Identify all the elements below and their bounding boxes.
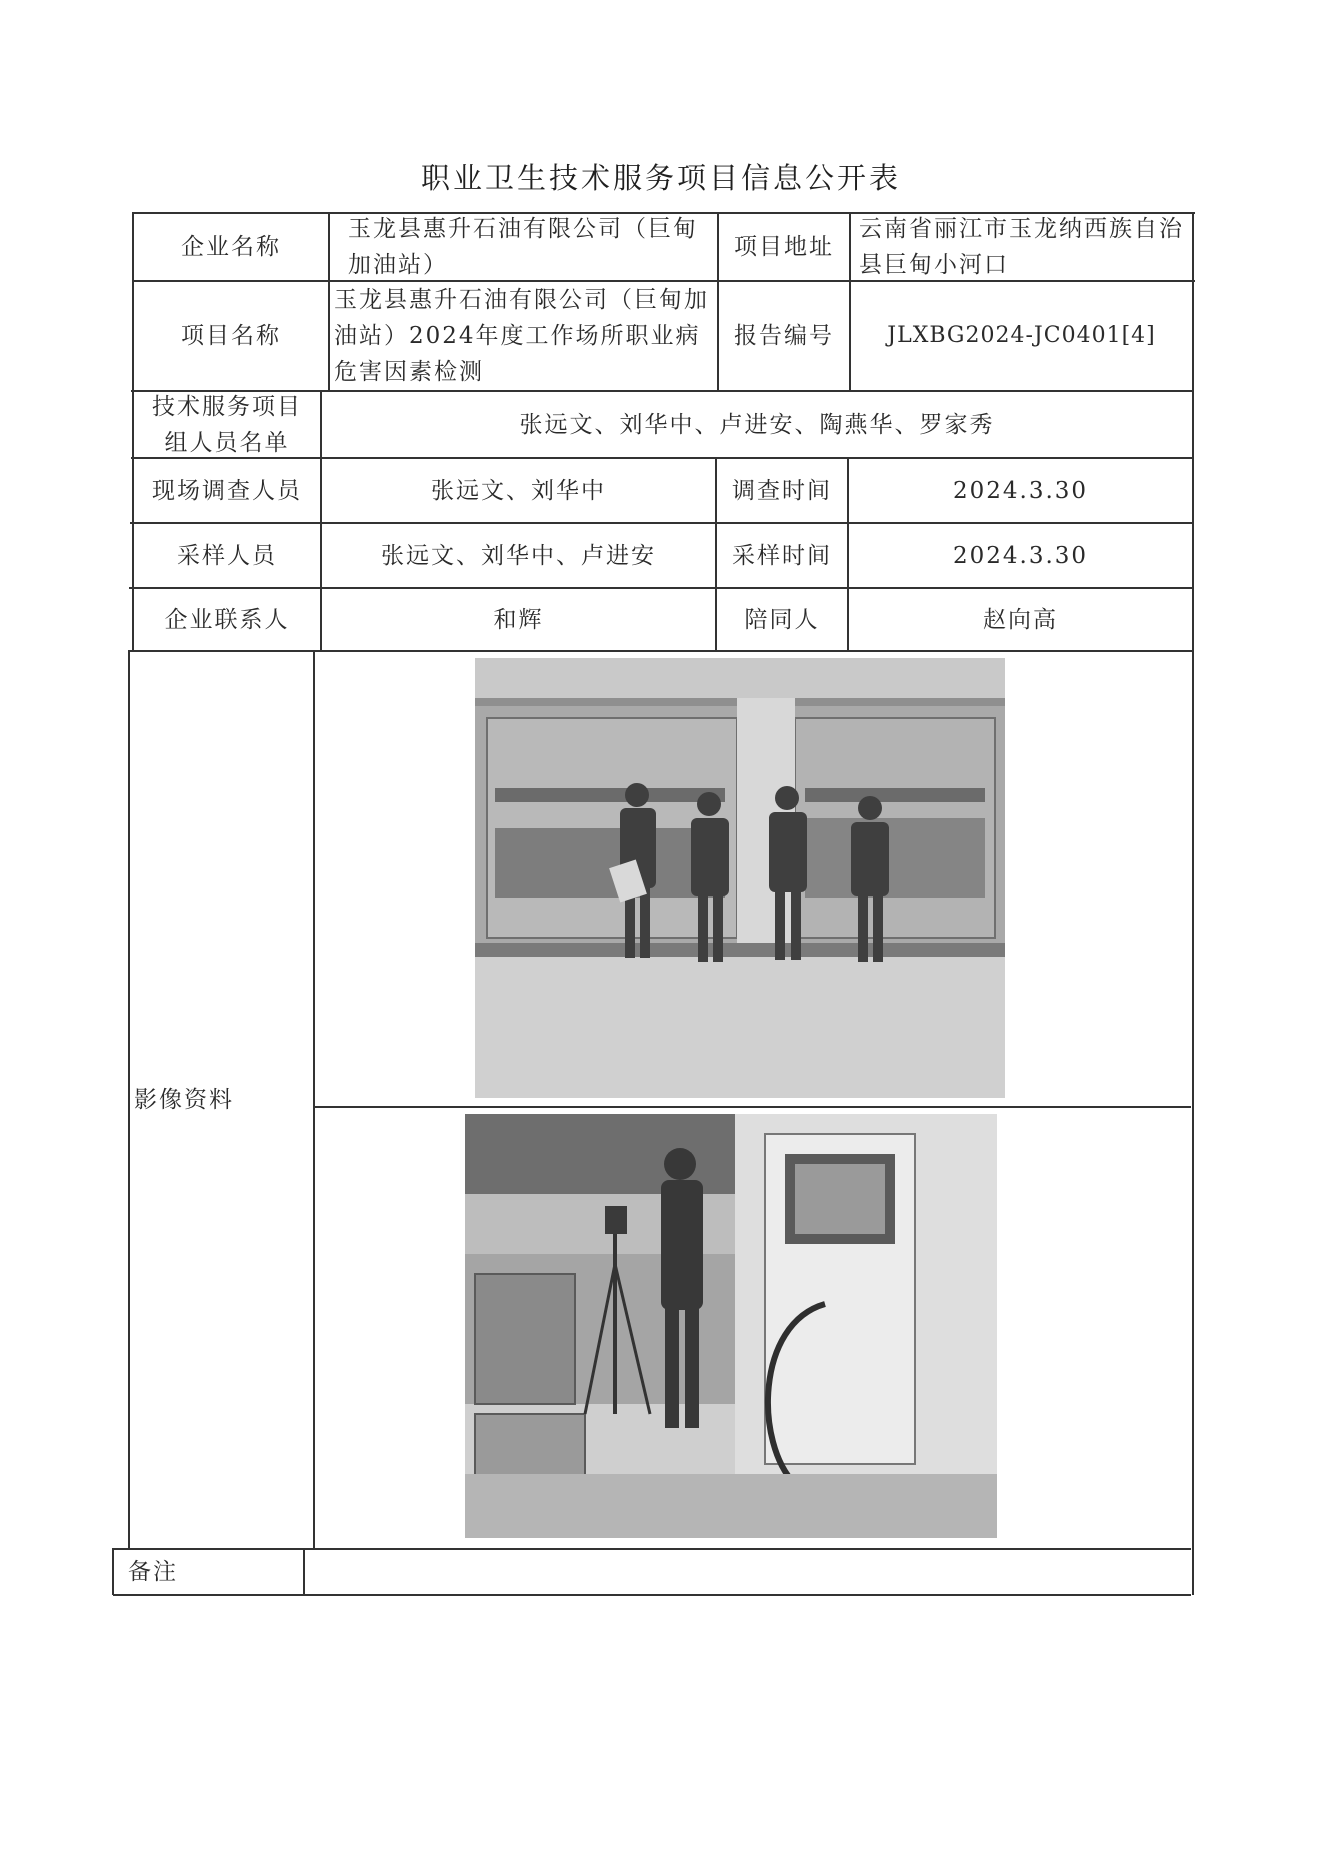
enterprise-contact-value: 和辉 [493, 606, 544, 633]
remarks-value [305, 1550, 1192, 1594]
survey-time-label: 调查时间 [732, 477, 832, 504]
project-name-label: 项目名称 [181, 323, 281, 349]
project-address-value: 云南省丽江市玉龙纳西族自治县巨甸小河口 [859, 216, 1184, 278]
accompanying-person-value: 赵向高 [983, 606, 1058, 633]
enterprise-name-label: 企业名称 [181, 234, 281, 260]
accompanying-person-label: 陪同人 [744, 606, 820, 633]
images-label: 影像资料 [134, 1087, 234, 1113]
site-survey-staff-value: 张远文、刘华中 [431, 477, 606, 504]
report-number-label: 报告编号 [734, 323, 834, 349]
document-title: 职业卫生技术服务项目信息公开表 [420, 161, 901, 195]
remarks-label: 备注 [128, 1559, 178, 1585]
sampling-staff-label: 采样人员 [177, 542, 277, 569]
site-survey-staff-label: 现场调查人员 [152, 477, 302, 504]
sampling-site-photo [465, 1114, 997, 1538]
sampling-time-value: 2024.3.30 [952, 542, 1089, 569]
enterprise-name-value: 玉龙县惠升石油有限公司（巨甸加油站） [348, 216, 698, 278]
staff-group-photo [475, 658, 1005, 1098]
sampling-staff-value: 张远文、刘华中、卢进安 [381, 542, 656, 569]
survey-time-value: 2024.3.30 [952, 477, 1089, 504]
team-members-value: 张远文、刘华中、卢进安、陶燕华、罗家秀 [519, 411, 995, 438]
report-number-value: JLXBG2024-JC0401[4] [887, 323, 1156, 348]
sampling-time-label: 采样时间 [732, 542, 832, 569]
project-address-label: 项目地址 [734, 234, 834, 260]
team-members-label: 技术服务项目组人员名单 [152, 393, 302, 456]
enterprise-contact-label: 企业联系人 [164, 606, 290, 633]
project-name-value: 玉龙县惠升石油有限公司（巨甸加油站）2024年度工作场所职业病危害因素检测 [334, 287, 709, 385]
